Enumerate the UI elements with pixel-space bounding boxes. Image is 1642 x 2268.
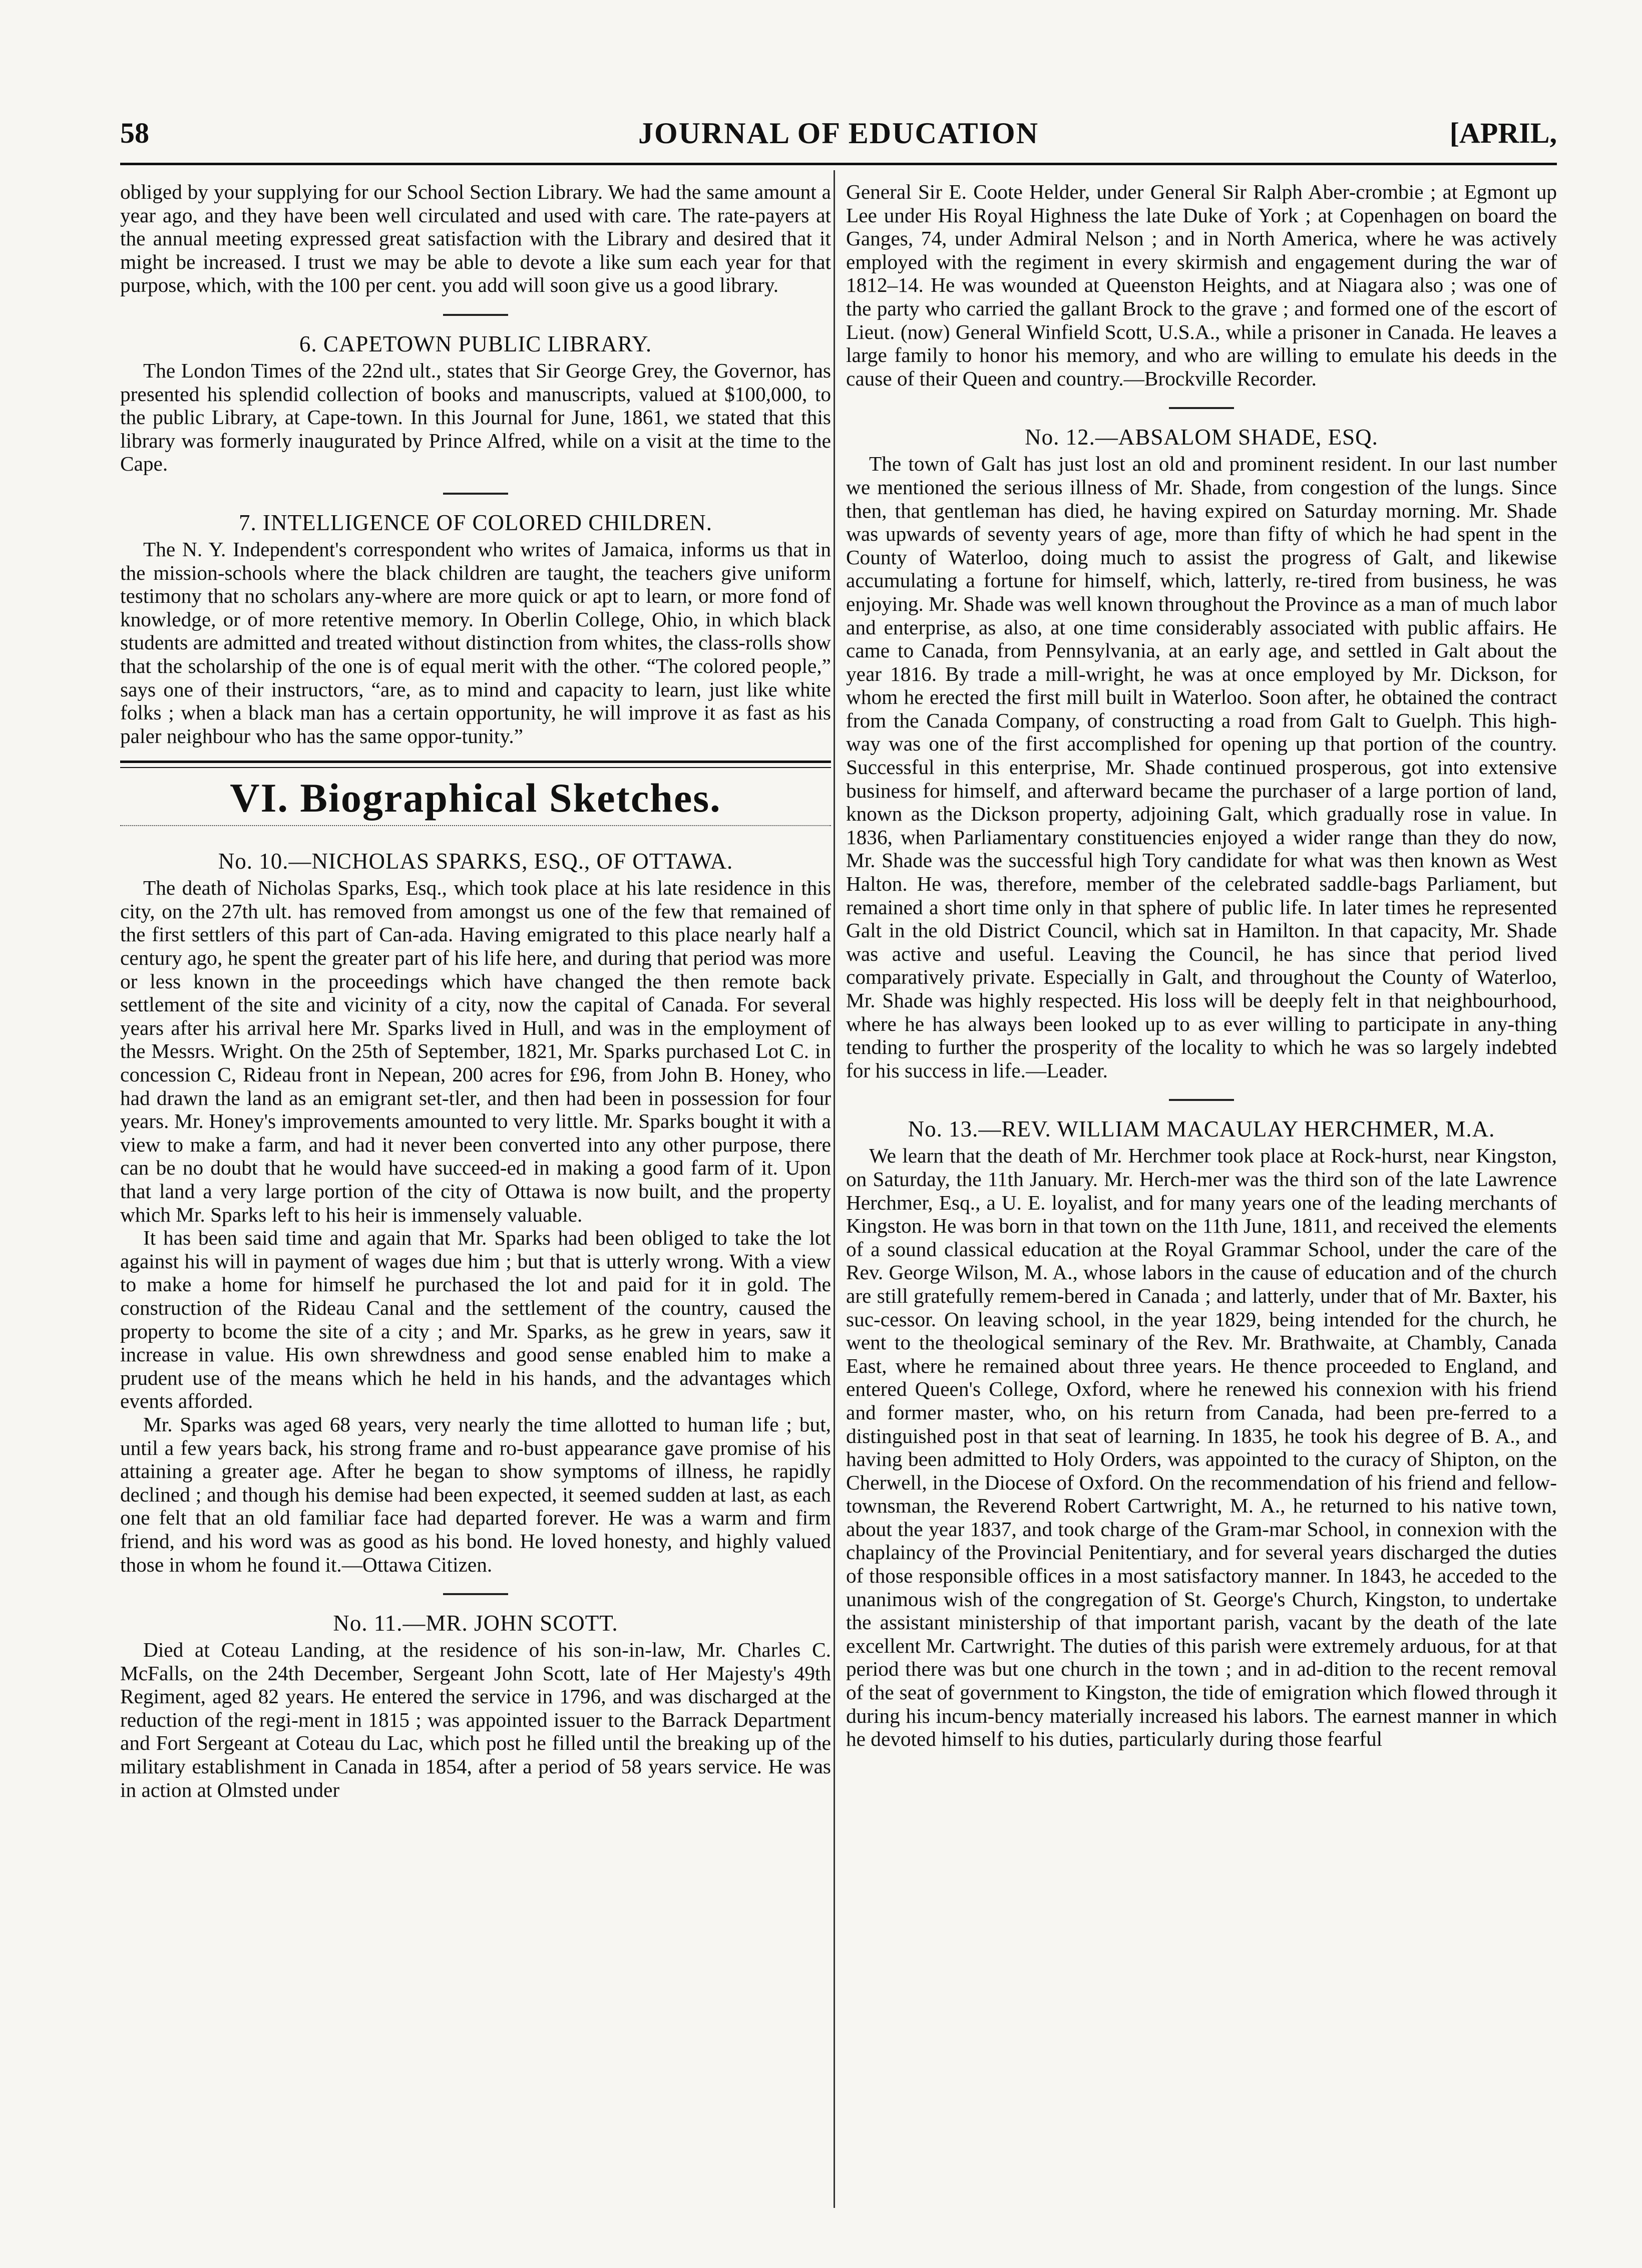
herchmer-paragraph: We learn that the death of Mr. Herchmer took place at Rock-hurst, near Kingston, on Saturday, the 11th January. Mr. Herch-mer was the third son of the late Lawrence Herchmer, Esq., a U. E. loyalist, and for many years one of the leading merchants of Kingston. He was born in that town on the 11th June, 1811, and received the elements of a sound classical education at the Royal Grammar School, under the care of the Rev. George Wilson, M. A., whose labors in the cause of education and of the church are still gratefully remem-bered in Canada ; and latterly, under that of Mr. Baxter, his suc-cessor. On leaving school, in the year 1829, being intended for the church, he went to the theological seminary of the Rev. Mr. Brathwaite, at Chambly, Canada East, where he remained about three years. He thence proceeded to England, and entered Queen's College, Oxford, where he renewed his connexion with his friend and former master, who, on his return from Canada, had been pre-ferred to a distinguished post in that seat of learning. In 1835, he took his degree of B. A., and having been admitted to Holy Orders, was appointed to the curacy of Shipton, on the Cherwell, in the Diocese of Oxford. On the recommendation of his friend and fellow-townsman, the Reverend Robert Cartwright, M. A., he returned to his native town, about the year 1837, and took charge of the Gram-mar School, in connexion with the chaplaincy of the Provincial Penitentiary, and for several years discharged the duties of those responsible offices in a most satisfactory manner. In 1843, he acceded to the unanimous wish of the congregation of St. George's Church, Kingston, to undertake the assistant ministership of that important parish, vacant by the death of the late excellent Mr. Cartwright. The duties of this parish were extremely arduous, for at that period there was but one church in the town ; and in ad-dition to the recent removal of the seat of government to Kingston, the tide of emigration which flowed through it during his incum-bency materially increased his labors. The earnest manner in which he devoted himself to his duties, particularly during those fearful (846, 1144, 1557, 1751)
scott-paragraph: Died at Coteau Landing, at the residence of his son-in-law, Mr. Charles C. McFalls, on the 24th December, Sergeant John Scott, late of Her Majesty's 49th Regiment, aged 82 years. He entered the service in 1796, and was discharged at the reduction of the regi-ment in 1815 ; was appointed issuer to the Barrack Department and Fort Sergeant at Coteau du Lac, which post he filled until the breaking up of the military establishment in Canada in 1854, after a period of 58 years service. He was in action at Olmsted under (120, 1638, 831, 1801)
column-divider (834, 170, 835, 2208)
right-column (846, 180, 1557, 1751)
shade-heading: No. 12.—ABSALOM SHADE, ESQ. (1025, 425, 1378, 450)
page-number: 58 (120, 117, 149, 149)
sparks-paragraph-2: It has been said time and again that Mr. Sparks had been obliged to take the lot against his will in payment of wages due him ; but that is utterly wrong. With a view to make a home for himself he purchased the lot and paid for it in gold. The construction of the Rideau Canal and the settlement of the country, caused the property to bcome the site of a city ; and Mr. Sparks, as he grew in years, saw it increase in value. His own shrewdness and good sense enabled him to make a prudent use of the means which he held in his hands, and the advantages which events afforded. (120, 1226, 831, 1413)
scott-heading: No. 11.—MR. JOHN SCOTT. (333, 1611, 618, 1636)
header-rule (120, 163, 1557, 165)
section-rule (1169, 407, 1234, 409)
sparks-heading: No. 10.—NICHOLAS SPARKS, ESQ., OF OTTAWA. (218, 849, 733, 874)
capetown-paragraph: The London Times of the 22nd ult., states that Sir George Grey, the Governor, has presented his splendid collection of books and manuscripts, valued at $100,000, to the public Library, at Cape-town. In this Journal for June, 1861, we stated that this library was formerly inaugurated by Prince Alfred, while on a visit at the time to the Cape. (120, 358, 831, 476)
intro-paragraph: obliged by your supplying for our School Section Library. We had the same amount a year ago, and they have been well circulated and used with care. The rate-payers at the annual meeting expressed great satisfaction with the Library and desired that it might be increased. I trust we may be able to devote a like sum each year for that purpose, which, with the 100 per cent. you add will soon give us a good library. (120, 180, 831, 297)
issue-month: [APRIL, (1449, 117, 1557, 149)
shade-paragraph: The town of Galt has just lost an old and prominent resident. In our last number we mentioned the serious illness of Mr. Shade, from congestion of the lungs. Since then, that gentleman has died, he having expired on Saturday morning. Mr. Shade was upwards of seventy years of age, more than fifty of which he had spent in the County of Waterloo, doing much to assist the progress of Galt, and likewise accumulating a fortune for himself, which, latterly, re-tired from business, he was enjoying. Mr. Shade was well known throughout the Province as a man of much labor and enterprise, as also, at one time considerably associated with public affairs. He came to Canada, from Pennsylvania, at an early age, and settled in Galt about the year 1816. By trade a mill-wright, he was at once employed by Mr. Dickson, for whom he erected the first mill built in Waterloo. Soon after, he obtained the contract from the Canada Company, of constructing a road from Galt to Guelph. This high-way was one of the first accomplished for opening up that portion of the country. Successful in this enterprise, Mr. Shade continued prosperous, got into extensive business for himself, and afterward became the purchaser of a large portion of land, known as the Dickson property, adjoining Galt, which gradually rose in value. In 1836, when Parliamentary constituencies enjoyed a wider range than they do now, Mr. Shade was the successful high Tory candidate for what was then known as West Halton. He was, therefore, member of the celebrated saddle-bags Parliament, but remained a short time only in that sphere of public life. In later times he represented Galt in the old District Council, which sat in Hamilton. In that capacity, Mr. Shade was active and useful. Leaving the Council, he has since that period lived comparatively private. Especially in Galt, and throughout the County of Waterloo, Mr. Shade was highly respected. His loss will be deeply felt in that neighbourhood, where he has always been looked up to as ever willing to participate in any-thing tending to further the prosperity of the locality to which he was so largely indebted for his success in life.—Leader. (846, 452, 1557, 1082)
page-header (120, 116, 1557, 156)
left-column (120, 180, 831, 1801)
journal-title: JOURNAL OF EDUCATION (638, 117, 1039, 150)
capetown-heading: 6. CAPETOWN PUBLIC LIBRARY. (299, 331, 652, 356)
section-rule (443, 314, 508, 316)
section-rule (1169, 1099, 1234, 1101)
colored-children-paragraph: The N. Y. Independent's correspondent who writes of Jamaica, informs us that in the mission-schools where the black children are taught, the teachers give uniform testimony that no scholars any-where are more quick or apt to learn, or more fond of knowledge, or of more retentive memory. In Oberlin College, Ohio, in which black students are admitted and treated without distinction from whites, the class-rolls show that the scholarship of the one is of equal merit with the other. “The colored people,” says one of their instructors, “are, as to mind and capacity to learn, just like white folks ; when a black man has a certain opportunity, he will improve it as fast as his paler neighbour who has the same oppor-tunity.” (120, 537, 831, 747)
biographical-sketches-heading: VI. Biographical Sketches. (230, 775, 721, 821)
sparks-paragraph-1: The death of Nicholas Sparks, Esq., which took place at his late residence in this city, on the 27th ult. has removed from amongst us one of the few that remained of the first settlers of this part of Can-ada. Having emigrated to this place nearly half a century ago, he spent the greater part of his life here, and during that period was more or less known in the proceedings which have changed the then remote back settlement of the site and vicinity of a city, now the capital of Canada. For several years after his arrival here Mr. Sparks lived in Hull, and was in the employment of the Messrs. Wright. On the 25th of September, 1821, Mr. Sparks purchased Lot C. in concession C, Rideau front in Nepean, 200 acres for £96, from John B. Honey, who had drawn the land as an emigrant set-tler, and then had been in possession for four years. Mr. Honey's improvements amounted to very little. Mr. Sparks bought it with a view to make a farm, and had it never been converted into any other purpose, there can be no doubt that he would have succeed-ed in making a good farm of it. Upon that land a very large portion of the city of Ottawa is now built, and the property which Mr. Sparks left to his heir is immensely valuable. (120, 876, 831, 1226)
ornamental-rule (120, 825, 831, 834)
section-double-rule (120, 761, 831, 768)
sparks-paragraph-3: Mr. Sparks was aged 68 years, very nearly the time allotted to human life ; but, until a few years back, his strong frame and ro-bust appearance gave promise of his attaining a greater age. After he began to show symptoms of illness, he rapidly declined ; and though his demise had been expected, it seemed sudden at last, as each one felt that an old familiar face had departed forever. He was a warm and firm friend, and his word was as good as his bond. He loved honesty, and highly valued those in whom he found it.—Ottawa Citizen. (120, 1412, 831, 1576)
section-rule (443, 1593, 508, 1595)
section-rule (443, 493, 508, 495)
herchmer-heading: No. 13.—REV. WILLIAM MACAULAY HERCHMER, M.A. (908, 1116, 1495, 1142)
colored-children-heading: 7. INTELLIGENCE OF COLORED CHILDREN. (239, 510, 712, 535)
scott-continued-paragraph: General Sir E. Coote Helder, under General Sir Ralph Aber-crombie ; at Egmont up Lee under His Royal Highness the late Duke of York ; at Copenhagen on board the Ganges, 74, under Admiral Nelson ; and in North America, where he was actively employed with the regiment in every skirmish and engagement during the war of 1812–14. He was wounded at Queenston Heights, and at Niagara also ; was one of the party who carried the gallant Brock to the grave ; and formed one of the escort of Lieut. (now) General Winfield Scott, U.S.A., while a prisoner in Canada. He leaves a large family to honor his memory, and who are willing to emulate his deeds in the cause of their Queen and country.—Brockville Recorder. (846, 180, 1557, 390)
